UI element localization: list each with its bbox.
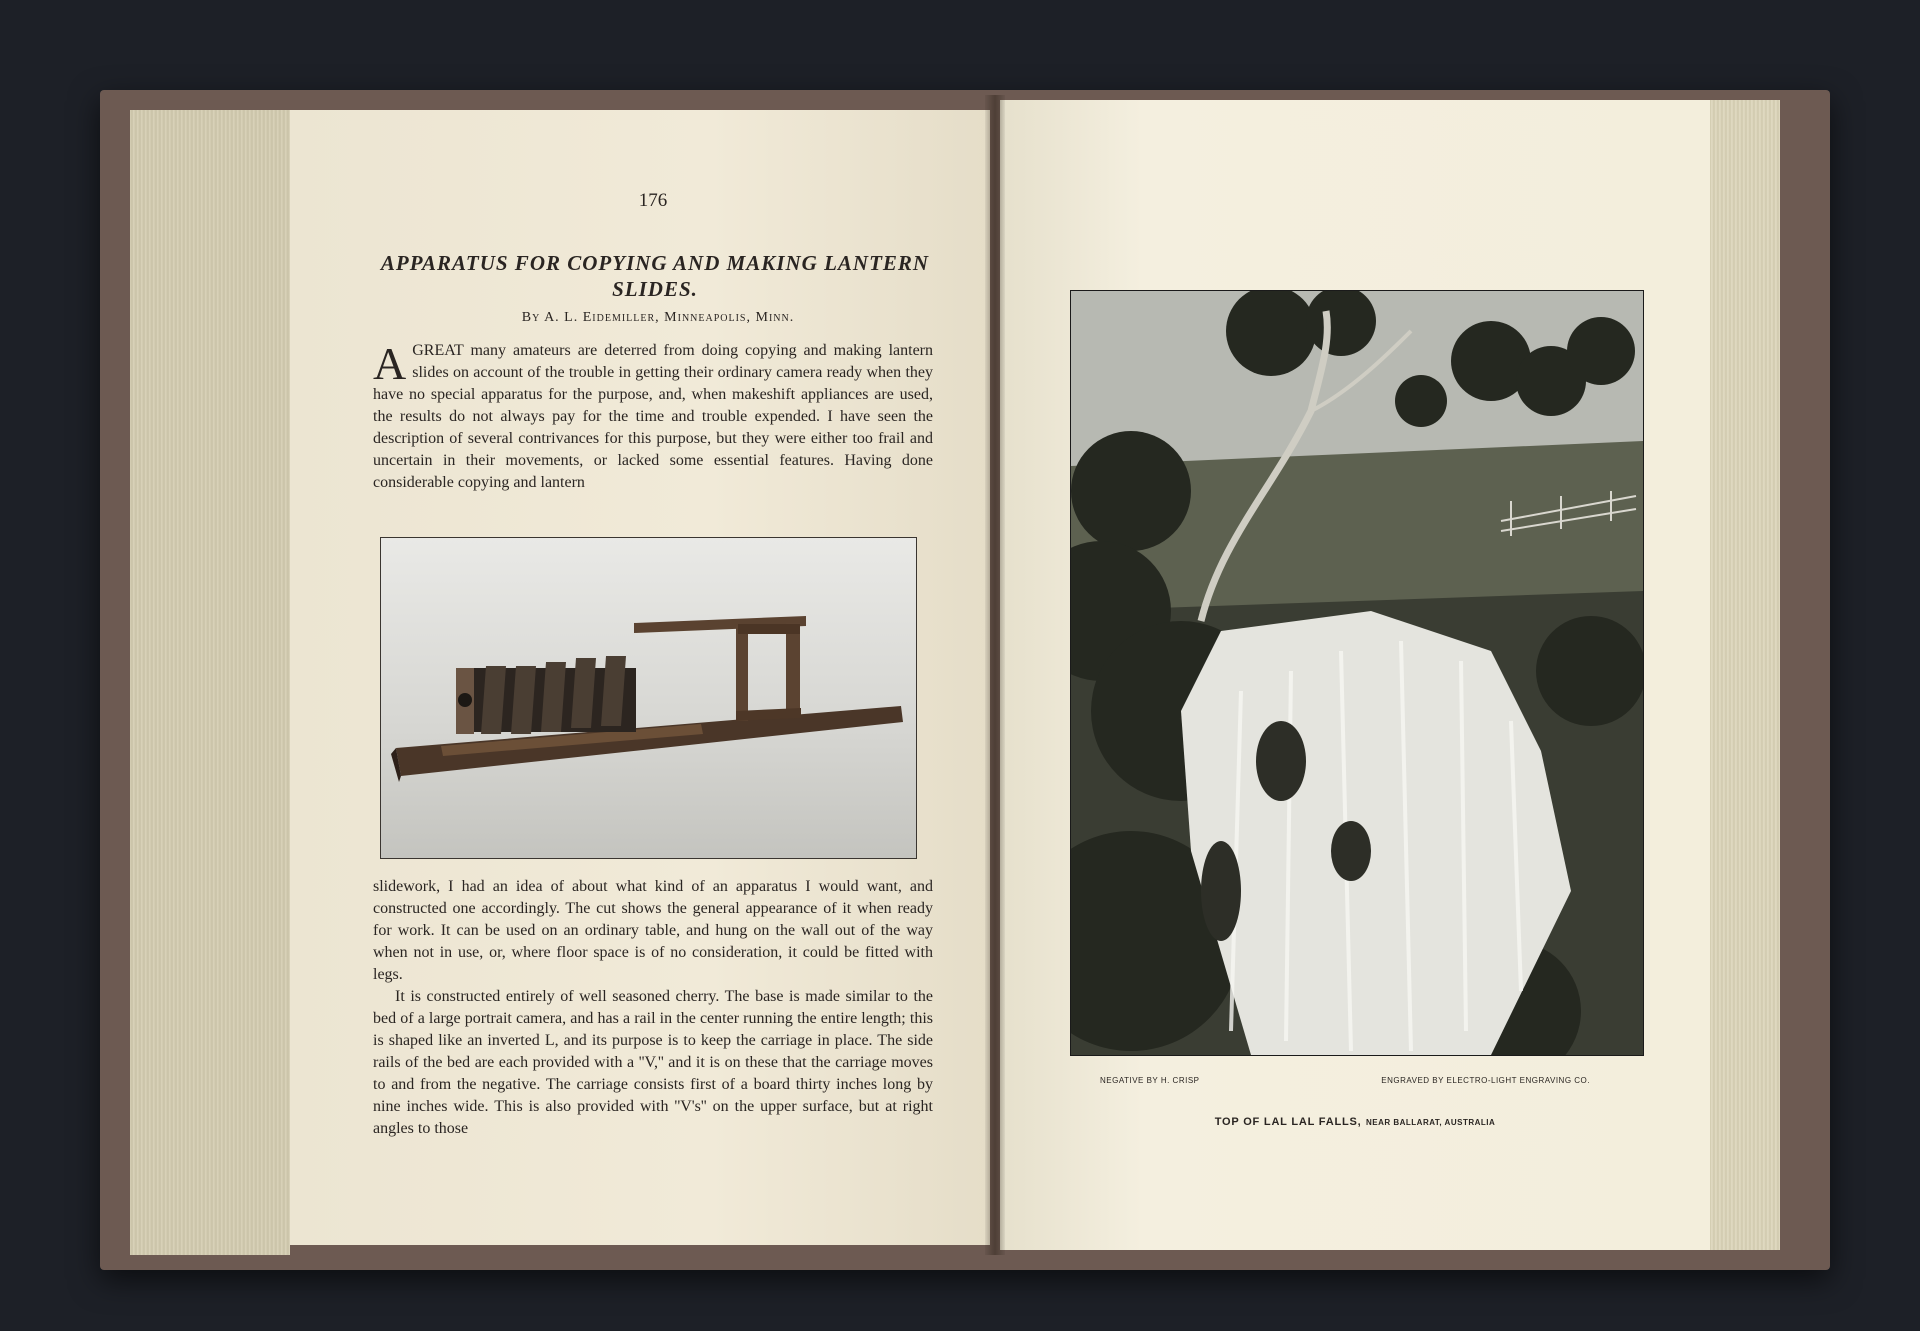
caption-title: TOP OF LAL LAL FALLS, bbox=[1214, 1116, 1362, 1128]
book-gutter bbox=[985, 95, 1005, 1255]
article-title: APPARATUS FOR COPYING AND MAKING LANTERN SLIDES. bbox=[380, 251, 930, 301]
waterfall-photo bbox=[1070, 290, 1644, 1056]
photo-caption bbox=[1100, 1112, 1610, 1130]
waterfall-illustration bbox=[1071, 291, 1643, 1055]
paragraph-intro bbox=[373, 340, 933, 494]
photo-credit-negative: NEGATIVE BY H. CRISP bbox=[1100, 1076, 1200, 1085]
page-edges-right bbox=[1700, 100, 1780, 1250]
page-number: 176 bbox=[638, 190, 668, 211]
page-edges-left bbox=[130, 110, 290, 1255]
copying-apparatus-photo bbox=[380, 537, 917, 859]
article-byline: By A. L. Eidemiller, Minneapolis, Minn. bbox=[521, 310, 795, 325]
paragraph-body bbox=[373, 876, 933, 1140]
photo-credit-engraver: ENGRAVED BY ELECTRO-LIGHT ENGRAVING CO. bbox=[1381, 1076, 1590, 1085]
drop-cap: A bbox=[373, 338, 407, 389]
paragraph-construction: It is constructed entirely of well seasoned cherry. The base is made similar to the bed of a large portrait camera, and has a rail in the center running the entire length; this is shaped like an inverted L, and its purpose is to keep the carriage in place. The side rails of the bed are each provided with a ''V,'' and it is on these that the carriage moves to and from the negative. The carriage consists first of a board thirty inches long by nine inches wide. This is also provided with ''V's'' on the upper surface, but at right angles to those bbox=[373, 988, 933, 1137]
caption-location: NEAR BALLARAT, AUSTRALIA bbox=[1365, 1118, 1496, 1127]
paragraph-intro-text: GREAT many amateurs are deterred from doing copying and making lantern slides on account of the trouble in getting their ordinary camera ready when they have no special apparatus for the purpose, and, when makeshift appliances are used, the results do not always pay for the time and trouble expended. I have seen the description of several contrivances for this purpose, but they were either too frail and uncertain in their movements, or lacked some essential features. Having done considerable copying and lantern bbox=[373, 342, 933, 491]
paragraph-continuation: slidework, I had an idea of about what kind of an apparatus I would want, and constructed one accordingly. The cut shows the general appearance of it when ready for work. It can be used on an ordinary table, and hung on the wall out of the way when not in use, or, where floor space is of no consideration, it could be fitted with legs. bbox=[373, 878, 933, 983]
copying-apparatus-illustration bbox=[381, 538, 916, 858]
